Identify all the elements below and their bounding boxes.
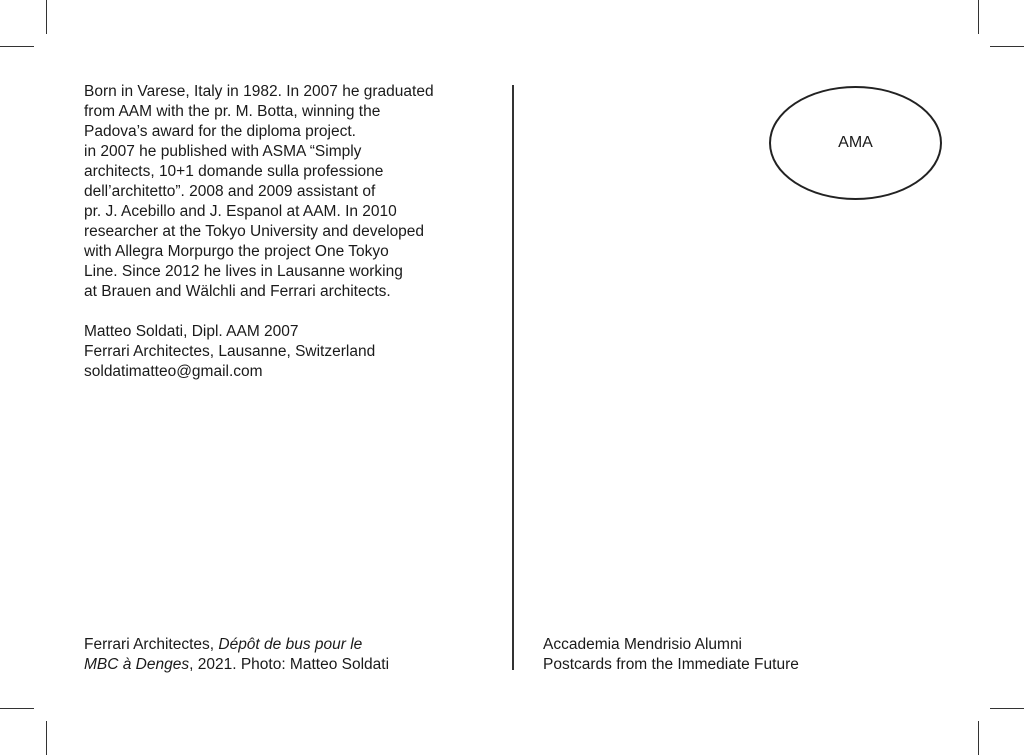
caption-title-part-1: Dépôt de bus pour le — [218, 636, 363, 653]
bio-line: from AAM with the pr. M. Botta, winning the — [84, 103, 381, 120]
crop-mark-bottom-right-horizontal — [990, 708, 1024, 709]
bio-line: at Brauen and Wälchli and Ferrari architects. — [84, 283, 391, 300]
stamp-label: AMA — [838, 134, 873, 151]
bio-line: in 2007 he published with ASMA “Simply — [84, 143, 362, 160]
bio-line: Line. Since 2012 he lives in Lausanne working — [84, 263, 403, 280]
crop-mark-bottom-left-vertical — [46, 721, 47, 755]
contact-name: Matteo Soldati, Dipl. AAM 2007 — [84, 323, 299, 340]
bio-line: Padova’s award for the diploma project. — [84, 123, 356, 140]
contact-office: Ferrari Architectes, Lausanne, Switzerland — [84, 343, 376, 360]
caption-title-part-2: MBC à Denges — [84, 656, 190, 673]
crop-mark-top-left-horizontal — [0, 46, 34, 47]
postcard-divider — [512, 85, 514, 670]
contact-block — [84, 322, 504, 382]
caption-line-1 — [84, 635, 504, 655]
series-label — [543, 635, 963, 675]
series-line-2: Postcards from the Immediate Future — [543, 656, 799, 673]
biography-text — [84, 82, 504, 302]
bio-line: with Allegra Morpurgo the project One Tokyo — [84, 243, 389, 260]
bio-line: architects, 10+1 domande sulla professione — [84, 163, 384, 180]
crop-mark-bottom-right-vertical — [978, 721, 979, 755]
bio-line: dell’architetto”. 2008 and 2009 assistant of — [84, 183, 376, 200]
crop-mark-top-right-horizontal — [990, 46, 1024, 47]
caption-line-2 — [84, 655, 504, 675]
bio-line: Born in Varese, Italy in 1982. In 2007 he graduated — [84, 83, 434, 100]
contact-email[interactable]: soldatimatteo@gmail.com — [84, 363, 263, 380]
stamp-oval — [769, 86, 942, 200]
caption-prefix: Ferrari Architectes, — [84, 636, 219, 653]
caption-suffix: , 2021. Photo: Matteo Soldati — [189, 656, 390, 673]
bio-line: researcher at the Tokyo University and developed — [84, 223, 425, 240]
bio-line: pr. J. Acebillo and J. Espanol at AAM. In 2010 — [84, 203, 397, 220]
crop-mark-top-right-vertical — [978, 0, 979, 34]
series-line-1: Accademia Mendrisio Alumni — [543, 636, 743, 653]
photo-caption — [84, 635, 504, 675]
crop-mark-top-left-vertical — [46, 0, 47, 34]
crop-mark-bottom-left-horizontal — [0, 708, 34, 709]
